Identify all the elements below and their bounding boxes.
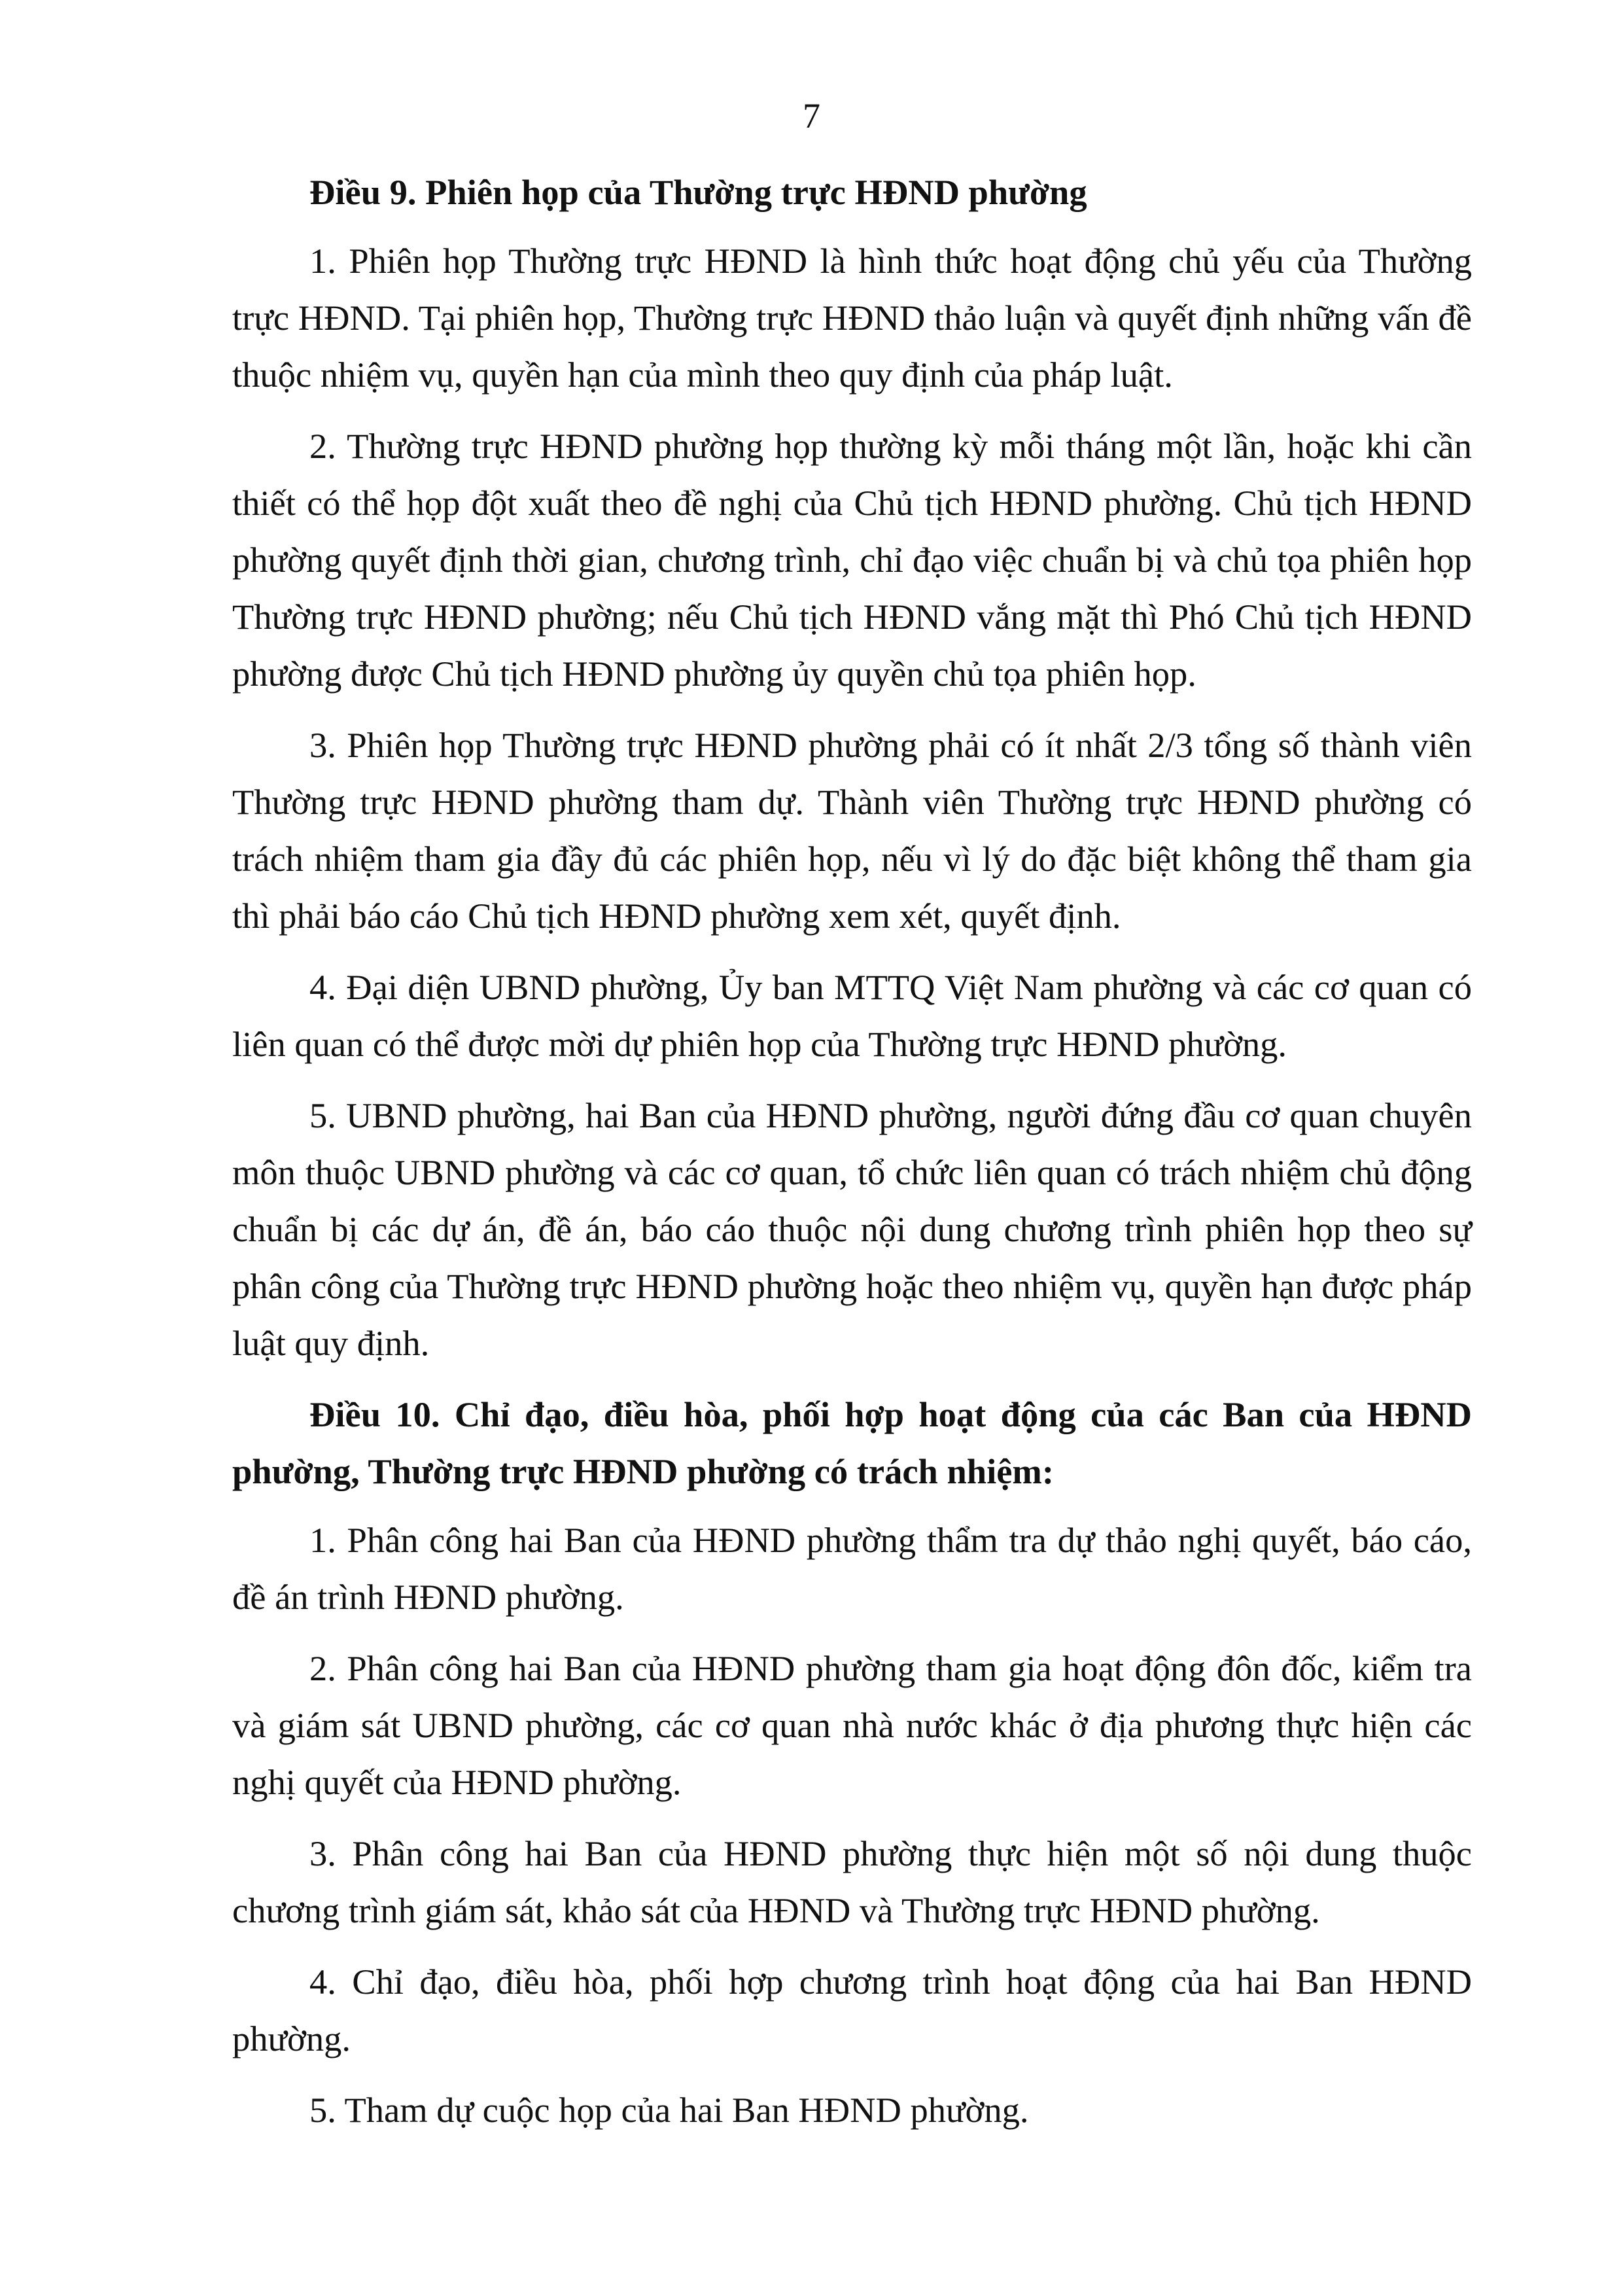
article-10-paragraph-5: 5. Tham dự cuộc họp của hai Ban HĐND phường. [309, 2090, 1029, 2130]
article-10-paragraph-1: 1. Phân công hai Ban của HĐND phường thẩm tra dự thảo nghị quyết, báo cáo, đề án trình HĐND phường. [232, 1520, 1472, 1617]
article-9-paragraph-4: 4. Đại diện UBND phường, Ủy ban MTTQ Việt Nam phường và các cơ quan có liên quan có thể được mời dự phiên họp của Thường trực HĐND phường. [232, 967, 1472, 1064]
article-9-paragraph-5: 5. UBND phường, hai Ban của HĐND phường, người đứng đầu cơ quan chuyên môn thuộc UBND phường và các cơ quan, tổ chức liên quan có trách nhiệm chủ động chuẩn bị các dự án, đề án, báo cáo thuộc nội dung chương trình phiên họp theo sự phân công của Thường trực HĐND phường hoặc theo nhiệm vụ, quyền hạn được pháp luật quy định. [232, 1095, 1472, 1363]
article-9-paragraph-3: 3. Phiên họp Thường trực HĐND phường phải có ít nhất 2/3 tổng số thành viên Thường trực HĐND phường tham dự. Thành viên Thường trực HĐND phường có trách nhiệm tham gia đầy đủ các phiên họp, nếu vì lý do đặc biệt không thể tham gia thì phải báo cáo Chủ tịch HĐND phường xem xét, quyết định. [232, 725, 1472, 936]
article-9-heading: Điều 9. Phiên họp của Thường trực HĐND phường [309, 172, 1087, 212]
article-10-paragraph-3: 3. Phân công hai Ban của HĐND phường thực hiện một số nội dung thuộc chương trình giám sát, khảo sát của HĐND và Thường trực HĐND phường. [232, 1833, 1472, 1930]
document-body [232, 164, 1472, 2153]
article-10-paragraph-2: 2. Phân công hai Ban của HĐND phường tham gia hoạt động đôn đốc, kiểm tra và giám sát UBND phường, các cơ quan nhà nước khác ở địa phương thực hiện các nghị quyết của HĐND phường. [232, 1648, 1472, 1802]
article-10-paragraph-4: 4. Chỉ đạo, điều hòa, phối hợp chương trình hoạt động của hai Ban HĐND phường. [232, 1962, 1472, 2058]
article-9-paragraph-2: 2. Thường trực HĐND phường họp thường kỳ mỗi tháng một lần, hoặc khi cần thiết có thể họp đột xuất theo đề nghị của Chủ tịch HĐND phường. Chủ tịch HĐND phường quyết định thời gian, chương trình, chỉ đạo việc chuẩn bị và chủ tọa phiên họp Thường trực HĐND phường; nếu Chủ tịch HĐND vắng mặt thì Phó Chủ tịch HĐND phường được Chủ tịch HĐND phường ủy quyền chủ tọa phiên họp. [232, 426, 1472, 694]
article-10-heading: Điều 10. Chỉ đạo, điều hòa, phối hợp hoạt động của các Ban của HĐND phường, Thường trực HĐND phường có trách nhiệm: [232, 1394, 1472, 1491]
article-9-paragraph-1: 1. Phiên họp Thường trực HĐND là hình thức hoạt động chủ yếu của Thường trực HĐND. Tại phiên họp, Thường trực HĐND thảo luận và quyết định những vấn đề thuộc nhiệm vụ, quyền hạn của mình theo quy định của pháp luật. [232, 241, 1472, 395]
page-number: 7 [803, 96, 820, 135]
